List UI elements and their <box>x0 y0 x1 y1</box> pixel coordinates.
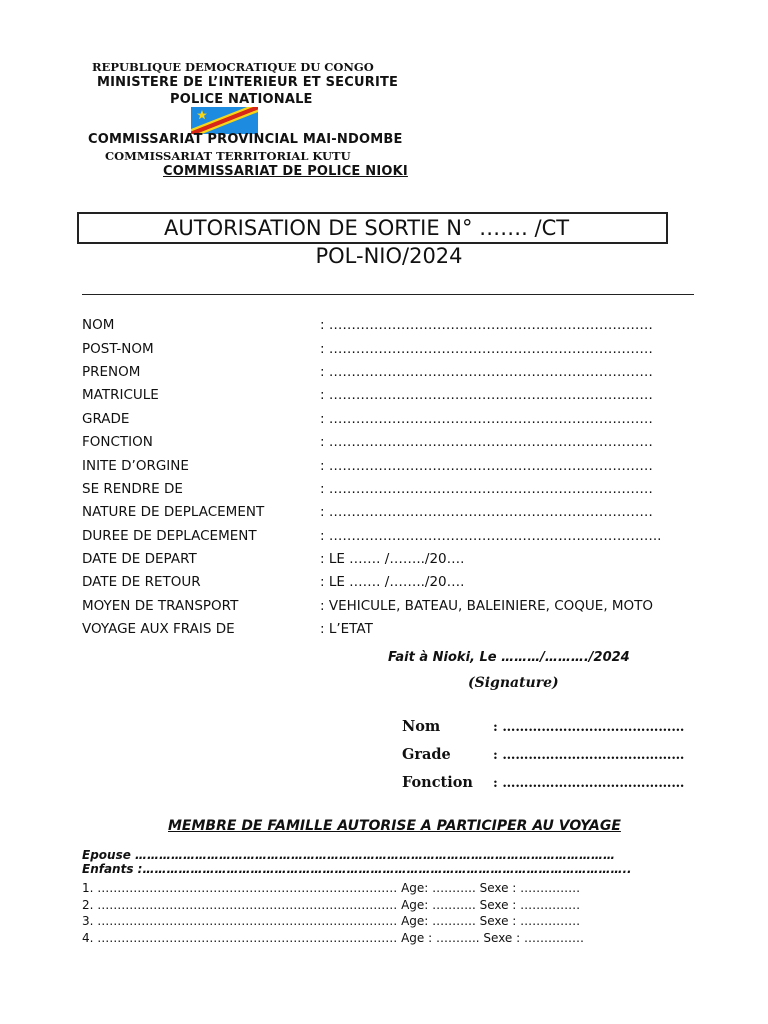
officer-value[interactable]: : …………………………………… <box>493 776 685 791</box>
field-value[interactable]: : ……………………………………………………………… <box>320 364 653 380</box>
family-heading: MEMBRE DE FAMILLE AUTORISE A PARTICIPER AU VOYAGE <box>168 818 621 834</box>
place-date-line[interactable]: Fait à Nioki, Le ………/………./2024 <box>388 650 630 665</box>
field-label: SE RENDRE DE <box>82 481 183 497</box>
field-label: PRENOM <box>82 364 141 380</box>
field-label: DATE DE RETOUR <box>82 574 201 590</box>
field-value: : VEHICULE, BATEAU, BALEINIERE, COQUE, MOTO <box>320 598 654 614</box>
field-value[interactable]: : LE ……. /……../20…. <box>320 551 465 567</box>
field-value[interactable]: : LE ……. /……../20…. <box>320 574 465 590</box>
field-value: : L’ETAT <box>320 621 373 637</box>
field-value[interactable]: : ……………………………………………………………… <box>320 458 653 474</box>
field-label: POST-NOM <box>82 341 154 357</box>
field-label: DATE DE DEPART <box>82 551 197 567</box>
header-provincial: COMMISSARIAT PROVINCIAL MAI-NDOMBE <box>88 132 403 147</box>
child-row[interactable]: 1. ………………………………………………………………… Age: ……….. Sexe : …………… <box>82 881 581 895</box>
field-label: FONCTION <box>82 434 153 450</box>
field-value[interactable]: : ……………………………………………………………… <box>320 481 653 497</box>
title-line-1: AUTORISATION DE SORTIE N° ……. /CT <box>164 216 570 240</box>
officer-value[interactable]: : …………………………………… <box>493 748 685 763</box>
field-value[interactable]: : ……………………………………………………………….. <box>320 528 662 544</box>
field-value[interactable]: : ……………………………………………………………… <box>320 434 653 450</box>
child-row[interactable]: 2. ………………………………………………………………… Age: ……….. Sexe : …………… <box>82 898 581 912</box>
header-police: POLICE NATIONALE <box>170 92 313 107</box>
children-line[interactable]: Enfants :………………………………………………………………………………………………………….. <box>82 862 632 876</box>
field-label: NATURE DE DEPLACEMENT <box>82 504 265 520</box>
spouse-line[interactable]: Epouse ………………………………………………………………………………………………………… <box>82 848 616 862</box>
field-value[interactable]: : ……………………………………………………………… <box>320 387 653 403</box>
field-label: VOYAGE AUX FRAIS DE <box>82 621 235 637</box>
officer-value[interactable]: : …………………………………… <box>493 720 685 735</box>
field-label: MATRICULE <box>82 387 159 403</box>
field-label: DUREE DE DEPLACEMENT <box>82 528 257 544</box>
field-value[interactable]: : ……………………………………………………………… <box>320 411 653 427</box>
drc-flag-icon <box>191 107 258 134</box>
field-label: GRADE <box>82 411 130 427</box>
header-nioki: COMMISSARIAT DE POLICE NIOKI <box>163 164 408 179</box>
officer-label: Nom <box>402 718 441 735</box>
field-value[interactable]: : ……………………………………………………………… <box>320 504 653 520</box>
field-label: INITE D’ORGINE <box>82 458 189 474</box>
field-value[interactable]: : ……………………………………………………………… <box>320 341 653 357</box>
divider <box>82 294 694 295</box>
officer-label: Fonction <box>402 774 473 791</box>
title-line-2: POL-NIO/2024 <box>315 244 463 268</box>
child-row[interactable]: 3. ………………………………………………………………… Age: ……….. Sexe : …………… <box>82 914 581 928</box>
field-label: MOYEN DE TRANSPORT <box>82 598 239 614</box>
field-value[interactable]: : ……………………………………………………………… <box>320 317 653 333</box>
field-label: NOM <box>82 317 115 333</box>
child-row[interactable]: 4. ………………………………………………………………… Age : ……….. Sexe : …………… <box>82 931 584 945</box>
officer-label: Grade <box>402 746 451 763</box>
header-ministry: MINISTERE DE L’INTERIEUR ET SECURITE <box>97 75 399 90</box>
signature-label: (Signature) <box>468 675 559 691</box>
header-territorial: COMMISSARIAT TERRITORIAL KUTU <box>105 149 351 163</box>
header-country: REPUBLIQUE DEMOCRATIQUE DU CONGO <box>92 60 374 74</box>
